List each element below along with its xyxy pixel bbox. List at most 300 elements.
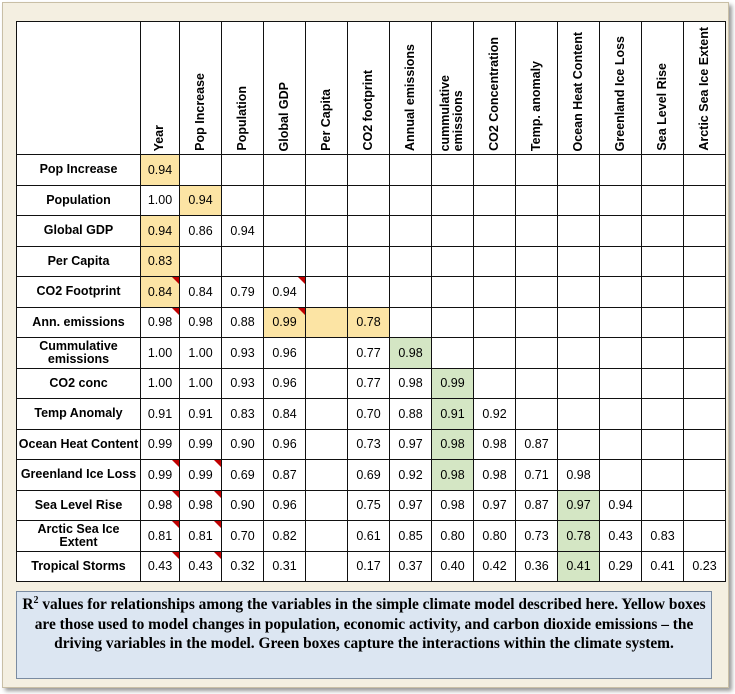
value-cell — [684, 155, 726, 186]
column-header-label: cummulative emissions — [438, 74, 466, 151]
cell-value: 0.99 — [147, 467, 173, 482]
value-cell — [180, 246, 222, 277]
value-cell — [474, 155, 516, 186]
value-cell — [684, 460, 726, 491]
value-cell — [222, 551, 264, 582]
value-cell — [306, 490, 348, 521]
comment-marker-icon — [172, 308, 179, 315]
cell-value: 0.99 — [440, 376, 465, 391]
value-cell — [516, 399, 558, 430]
cell-value: 0.81 — [147, 528, 173, 543]
cell-value: 0.98 — [188, 498, 213, 513]
column-header-label: CO2 Concentration — [486, 37, 501, 151]
value-cell — [390, 490, 432, 521]
cell-value: 0.86 — [188, 223, 213, 238]
value-cell — [684, 429, 726, 460]
cell-value: 0.88 — [398, 406, 423, 421]
value-cell — [432, 429, 474, 460]
value-cell — [432, 521, 474, 552]
cell-value: 0.92 — [482, 406, 507, 421]
value-cell — [222, 277, 264, 308]
value-cell — [264, 460, 306, 491]
value-cell — [348, 521, 390, 552]
value-cell — [516, 368, 558, 399]
cell-value: 0.81 — [188, 528, 213, 543]
table-row — [17, 277, 726, 308]
caption-superscript: 2 — [33, 594, 39, 606]
value-cell — [516, 551, 558, 582]
cell-value: 1.00 — [147, 193, 173, 208]
cell-value: 1.00 — [188, 376, 213, 391]
value-cell — [180, 551, 222, 582]
column-header — [348, 22, 390, 155]
value-cell — [516, 429, 558, 460]
cell-value: 0.93 — [230, 345, 255, 360]
table-row — [17, 399, 726, 430]
table-row — [17, 185, 726, 216]
cell-value: 0.69 — [230, 467, 255, 482]
value-cell — [474, 338, 516, 369]
table-row — [17, 155, 726, 186]
cell-value: 0.80 — [482, 528, 507, 543]
table-row — [17, 521, 726, 552]
cell-value: 0.84 — [272, 406, 297, 421]
column-header — [474, 22, 516, 155]
value-cell — [600, 155, 642, 186]
value-cell — [180, 368, 222, 399]
value-cell — [474, 429, 516, 460]
cell-value: 0.83 — [147, 254, 173, 269]
value-cell — [264, 246, 306, 277]
value-cell — [474, 490, 516, 521]
cell-value: 0.43 — [188, 559, 213, 574]
value-cell — [222, 399, 264, 430]
value-cell — [222, 429, 264, 460]
value-cell — [222, 185, 264, 216]
cell-value: 0.93 — [230, 376, 255, 391]
column-header-label: Temp. anomaly — [528, 60, 543, 151]
value-cell — [141, 429, 180, 460]
cell-value: 0.97 — [398, 498, 423, 513]
value-cell — [264, 490, 306, 521]
value-cell — [306, 185, 348, 216]
column-header — [516, 22, 558, 155]
value-cell — [222, 460, 264, 491]
comment-marker-icon — [172, 460, 179, 467]
cell-value: 0.94 — [230, 223, 255, 238]
value-cell — [141, 246, 180, 277]
value-cell — [516, 307, 558, 338]
row-label: Arctic Sea Ice Extent — [17, 521, 141, 552]
value-cell — [600, 338, 642, 369]
cell-value: 0.84 — [188, 284, 213, 299]
value-cell — [306, 338, 348, 369]
value-cell — [306, 368, 348, 399]
value-cell — [141, 521, 180, 552]
column-header — [141, 22, 180, 155]
cell-value: 0.99 — [188, 437, 213, 452]
value-cell — [222, 155, 264, 186]
value-cell — [180, 399, 222, 430]
value-cell — [684, 521, 726, 552]
cell-value: 0.98 — [482, 467, 507, 482]
column-header — [222, 22, 264, 155]
value-cell — [141, 338, 180, 369]
value-cell — [432, 551, 474, 582]
comment-marker-icon — [214, 521, 221, 528]
value-cell — [432, 460, 474, 491]
table-row — [17, 368, 726, 399]
table-row — [17, 338, 726, 369]
value-cell — [642, 216, 684, 247]
cell-value: 0.31 — [272, 559, 297, 574]
value-cell — [642, 338, 684, 369]
value-cell — [306, 246, 348, 277]
cell-value: 0.43 — [147, 559, 173, 574]
value-cell — [432, 216, 474, 247]
value-cell — [390, 155, 432, 186]
cell-value: 0.41 — [650, 559, 675, 574]
value-cell — [141, 368, 180, 399]
cell-value: 0.96 — [272, 498, 297, 513]
value-cell — [264, 521, 306, 552]
value-cell — [558, 307, 600, 338]
value-cell — [348, 277, 390, 308]
value-cell — [642, 368, 684, 399]
cell-value: 0.91 — [147, 406, 173, 421]
figure-caption — [16, 591, 712, 679]
row-label: Per Capita — [17, 246, 141, 277]
cell-value: 0.96 — [272, 376, 297, 391]
value-cell — [642, 490, 684, 521]
column-header-label: Arctic Sea Ice Extent — [696, 27, 711, 151]
value-cell — [264, 277, 306, 308]
value-cell — [642, 551, 684, 582]
value-cell — [390, 338, 432, 369]
value-cell — [348, 338, 390, 369]
value-cell — [180, 338, 222, 369]
value-cell — [558, 490, 600, 521]
table-row — [17, 429, 726, 460]
cell-value: 0.94 — [608, 498, 633, 513]
value-cell — [264, 307, 306, 338]
comment-marker-icon — [214, 552, 221, 559]
value-cell — [474, 246, 516, 277]
value-cell — [432, 246, 474, 277]
column-header-label: Ocean Heat Content — [570, 31, 585, 151]
value-cell — [348, 551, 390, 582]
cell-value: 0.75 — [356, 498, 381, 513]
row-label: Pop Increase — [17, 155, 141, 186]
cell-value: 1.00 — [188, 345, 213, 360]
value-cell — [642, 185, 684, 216]
row-label: Population — [17, 185, 141, 216]
value-cell — [474, 307, 516, 338]
value-cell — [684, 399, 726, 430]
value-cell — [141, 399, 180, 430]
cell-value: 0.69 — [356, 467, 381, 482]
comment-marker-icon — [172, 552, 179, 559]
value-cell — [684, 246, 726, 277]
row-label: Global GDP — [17, 216, 141, 247]
figure-frame — [2, 2, 729, 688]
value-cell — [348, 155, 390, 186]
cell-value: 0.97 — [398, 437, 423, 452]
value-cell — [516, 521, 558, 552]
value-cell — [558, 399, 600, 430]
table-row — [17, 490, 726, 521]
value-cell — [306, 277, 348, 308]
value-cell — [390, 185, 432, 216]
cell-value: 0.91 — [188, 406, 213, 421]
value-cell — [432, 399, 474, 430]
value-cell — [684, 551, 726, 582]
value-cell — [516, 216, 558, 247]
value-cell — [516, 277, 558, 308]
value-cell — [642, 307, 684, 338]
cell-value: 0.97 — [566, 498, 591, 513]
cell-value: 0.84 — [147, 284, 173, 299]
value-cell — [474, 368, 516, 399]
cell-value: 0.99 — [188, 467, 213, 482]
cell-value: 0.80 — [440, 528, 465, 543]
value-cell — [306, 307, 348, 338]
comment-marker-icon — [172, 277, 179, 284]
value-cell — [684, 307, 726, 338]
value-cell — [642, 460, 684, 491]
value-cell — [180, 155, 222, 186]
value-cell — [600, 429, 642, 460]
value-cell — [180, 490, 222, 521]
row-label: Cummulative emissions — [17, 338, 141, 369]
value-cell — [642, 399, 684, 430]
column-header — [684, 22, 726, 155]
value-cell — [390, 429, 432, 460]
value-cell — [600, 460, 642, 491]
column-header — [600, 22, 642, 155]
cell-value: 0.61 — [356, 528, 381, 543]
table-row — [17, 551, 726, 582]
value-cell — [642, 246, 684, 277]
cell-value: 1.00 — [147, 345, 173, 360]
cell-value: 0.42 — [482, 559, 507, 574]
cell-value: 0.92 — [398, 467, 423, 482]
value-cell — [348, 246, 390, 277]
value-cell — [141, 277, 180, 308]
comment-marker-icon — [172, 521, 179, 528]
value-cell — [516, 155, 558, 186]
cell-value: 0.83 — [230, 406, 255, 421]
column-header — [306, 22, 348, 155]
value-cell — [222, 338, 264, 369]
cell-value: 0.98 — [440, 467, 465, 482]
comment-marker-icon — [214, 491, 221, 498]
cell-value: 0.96 — [272, 345, 297, 360]
cell-value: 0.29 — [608, 559, 633, 574]
column-header — [432, 22, 474, 155]
column-header-label: Pop Increase — [192, 73, 207, 151]
value-cell — [474, 216, 516, 247]
column-header — [390, 22, 432, 155]
cell-value: 0.78 — [566, 528, 591, 543]
value-cell — [516, 338, 558, 369]
value-cell — [348, 216, 390, 247]
value-cell — [474, 460, 516, 491]
row-label: Tropical Storms — [17, 551, 141, 582]
value-cell — [558, 277, 600, 308]
value-cell — [684, 185, 726, 216]
value-cell — [222, 490, 264, 521]
cell-value: 0.98 — [440, 498, 465, 513]
column-header-label: Sea Level Rise — [654, 63, 669, 151]
cell-value: 0.87 — [524, 437, 549, 452]
value-cell — [642, 429, 684, 460]
value-cell — [180, 185, 222, 216]
header-row — [17, 22, 726, 155]
value-cell — [348, 185, 390, 216]
value-cell — [141, 185, 180, 216]
column-header — [180, 22, 222, 155]
value-cell — [264, 399, 306, 430]
cell-value: 0.98 — [188, 315, 213, 330]
value-cell — [516, 460, 558, 491]
value-cell — [222, 307, 264, 338]
value-cell — [180, 307, 222, 338]
value-cell — [474, 399, 516, 430]
column-header-label: CO2 footprint — [360, 70, 375, 151]
value-cell — [141, 551, 180, 582]
value-cell — [180, 460, 222, 491]
column-header-label: Per Capita — [318, 89, 333, 151]
value-cell — [516, 490, 558, 521]
value-cell — [516, 246, 558, 277]
cell-value: 0.32 — [230, 559, 255, 574]
cell-value: 0.98 — [440, 437, 465, 452]
value-cell — [348, 399, 390, 430]
value-cell — [642, 155, 684, 186]
value-cell — [306, 551, 348, 582]
value-cell — [390, 307, 432, 338]
value-cell — [264, 216, 306, 247]
value-cell — [432, 338, 474, 369]
row-label: Greenland Ice Loss — [17, 460, 141, 491]
value-cell — [222, 216, 264, 247]
column-header — [642, 22, 684, 155]
cell-value: 0.17 — [356, 559, 381, 574]
value-cell — [390, 399, 432, 430]
value-cell — [600, 277, 642, 308]
cell-value: 0.94 — [188, 193, 213, 208]
cell-value: 0.41 — [566, 559, 591, 574]
value-cell — [432, 307, 474, 338]
table-row — [17, 246, 726, 277]
value-cell — [600, 216, 642, 247]
value-cell — [348, 307, 390, 338]
cell-value: 0.94 — [147, 223, 173, 238]
value-cell — [558, 216, 600, 247]
value-cell — [390, 460, 432, 491]
value-cell — [348, 368, 390, 399]
value-cell — [180, 521, 222, 552]
column-header — [558, 22, 600, 155]
cell-value: 0.78 — [356, 315, 381, 330]
value-cell — [474, 277, 516, 308]
value-cell — [390, 246, 432, 277]
value-cell — [432, 155, 474, 186]
cell-value: 0.98 — [398, 345, 423, 360]
cell-value: 0.73 — [356, 437, 381, 452]
cell-value: 0.85 — [398, 528, 423, 543]
table-row — [17, 216, 726, 247]
column-header — [264, 22, 306, 155]
cell-value: 0.99 — [272, 315, 297, 330]
cell-value: 0.90 — [230, 498, 255, 513]
cell-value: 0.91 — [440, 406, 465, 421]
column-header-label: Global GDP — [276, 81, 291, 151]
value-cell — [222, 521, 264, 552]
cell-value: 0.99 — [147, 437, 173, 452]
column-header-label: Annual emissions — [402, 44, 417, 151]
value-cell — [474, 551, 516, 582]
value-cell — [306, 429, 348, 460]
value-cell — [558, 246, 600, 277]
cell-value: 0.70 — [230, 528, 255, 543]
value-cell — [141, 155, 180, 186]
cell-value: 0.88 — [230, 315, 255, 330]
value-cell — [390, 277, 432, 308]
row-label: Temp Anomaly — [17, 399, 141, 430]
value-cell — [141, 307, 180, 338]
cell-value: 0.87 — [524, 498, 549, 513]
value-cell — [264, 155, 306, 186]
value-cell — [432, 277, 474, 308]
value-cell — [558, 551, 600, 582]
value-cell — [264, 429, 306, 460]
row-label: Ocean Heat Content — [17, 429, 141, 460]
cell-value: 0.98 — [147, 498, 173, 513]
value-cell — [600, 185, 642, 216]
cell-value: 0.96 — [272, 437, 297, 452]
value-cell — [348, 490, 390, 521]
value-cell — [390, 521, 432, 552]
value-cell — [684, 490, 726, 521]
value-cell — [306, 460, 348, 491]
value-cell — [600, 368, 642, 399]
cell-value: 0.79 — [230, 284, 255, 299]
value-cell — [306, 155, 348, 186]
row-label: CO2 conc — [17, 368, 141, 399]
cell-value: 0.77 — [356, 376, 381, 391]
value-cell — [642, 521, 684, 552]
cell-value: 0.73 — [524, 528, 549, 543]
cell-value: 0.43 — [608, 528, 633, 543]
value-cell — [558, 338, 600, 369]
cell-value: 0.36 — [524, 559, 549, 574]
cell-value: 0.98 — [147, 315, 173, 330]
value-cell — [348, 429, 390, 460]
value-cell — [180, 429, 222, 460]
cell-value: 0.70 — [356, 406, 381, 421]
value-cell — [264, 338, 306, 369]
corner-cell — [17, 22, 141, 155]
value-cell — [600, 490, 642, 521]
value-cell — [306, 216, 348, 247]
value-cell — [390, 368, 432, 399]
value-cell — [600, 307, 642, 338]
value-cell — [558, 185, 600, 216]
value-cell — [432, 490, 474, 521]
value-cell — [180, 277, 222, 308]
